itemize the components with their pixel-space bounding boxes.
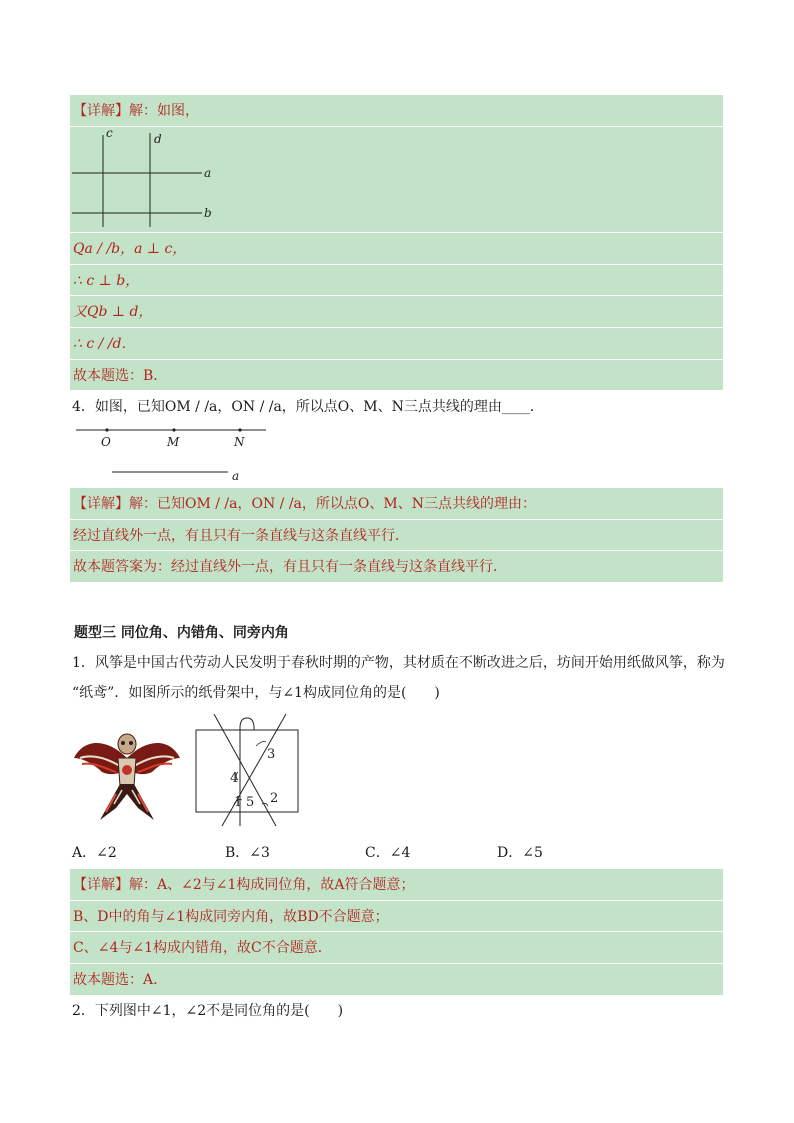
- label-line-a: a: [232, 469, 240, 483]
- option-c: C．∠4: [365, 845, 411, 861]
- solution-box-1: [70, 869, 723, 995]
- detail-tag: 【详解】: [73, 103, 129, 119]
- kite-image: [72, 728, 182, 824]
- label-N: N: [234, 435, 245, 449]
- solution-4-line-2: 经过直线外一点，有且只有一条直线与这条直线平行．: [73, 528, 409, 544]
- solution-box-4: [70, 488, 723, 582]
- solution-line-4: ∴ c / /d．: [73, 336, 136, 352]
- angle-3-label: 3: [267, 747, 276, 762]
- solution-line-1: Qa / /b，a ⊥ c，: [73, 241, 187, 257]
- solution-1-line-2: B、D中的角与∠1构成同旁内角，故BD不合题意；: [73, 909, 389, 925]
- angle-1-label: 1: [234, 795, 243, 810]
- solution-intro: 解：如图，: [129, 103, 199, 119]
- option-a: A．∠2: [72, 845, 117, 861]
- solution-line-5: 故本题选：B．: [73, 368, 168, 384]
- label-M: M: [167, 435, 180, 449]
- section-title: 题型三 同位角、内错角、同旁内角: [74, 625, 289, 641]
- solution-1-text: 解：A、∠2与∠1构成同位角，故A符合题意；: [129, 877, 415, 893]
- label-O: O: [101, 435, 111, 449]
- solution-4-line-3: 故本题答案为：经过直线外一点，有且只有一条直线与这条直线平行．: [73, 559, 507, 575]
- solution-4-line-1: [73, 495, 536, 513]
- kite-skeleton-diagram: [190, 712, 310, 832]
- question-4: 4．如图，已知OM / /a，ON / /a，所以点O、M、N三点共线的理由____．: [72, 399, 544, 415]
- collinear-points-figure: [70, 422, 280, 486]
- question-1-line-1: 1．风筝是中国古代劳动人民发明于春秋时期的产物，其材质在不断改进之后，坊间开始用纸做风筝，称为: [72, 655, 725, 671]
- solution-1-line-4: 故本题选：A．: [73, 972, 168, 988]
- detail-tag: 【详解】: [73, 877, 129, 893]
- angle-4-label: 4: [230, 771, 239, 786]
- detail-tag: 【详解】: [73, 496, 129, 512]
- angle-2-label: 2: [270, 791, 279, 806]
- solution-1-line-1: [73, 876, 415, 894]
- solution-line-2: ∴ c ⊥ b，: [73, 273, 140, 289]
- solution-line-3: 又Qb ⊥ d，: [73, 304, 153, 320]
- solution-1-line-3: C、∠4与∠1构成内错角，故C不合题意．: [73, 940, 332, 956]
- parallel-perpendicular-figure: [70, 127, 230, 231]
- label-b: b: [204, 206, 212, 220]
- option-b: B．∠3: [225, 845, 270, 861]
- label-c: c: [106, 127, 113, 140]
- solution-header: [73, 102, 199, 120]
- solution-4-text: 解：已知OM / /a，ON / /a，所以点O、M、N三点共线的理由：: [129, 496, 536, 512]
- label-d: d: [154, 132, 162, 146]
- label-a: a: [204, 166, 212, 180]
- question-1-line-2: “纸鸢”．如图所示的纸骨架中，与∠1构成同位角的是( ): [72, 685, 440, 701]
- angle-5-label: 5: [246, 795, 255, 810]
- option-d: D．∠5: [497, 845, 543, 861]
- solution-box-3: [70, 95, 723, 390]
- question-2: 2．下列图中∠1，∠2不是同位角的是( ): [72, 1003, 344, 1019]
